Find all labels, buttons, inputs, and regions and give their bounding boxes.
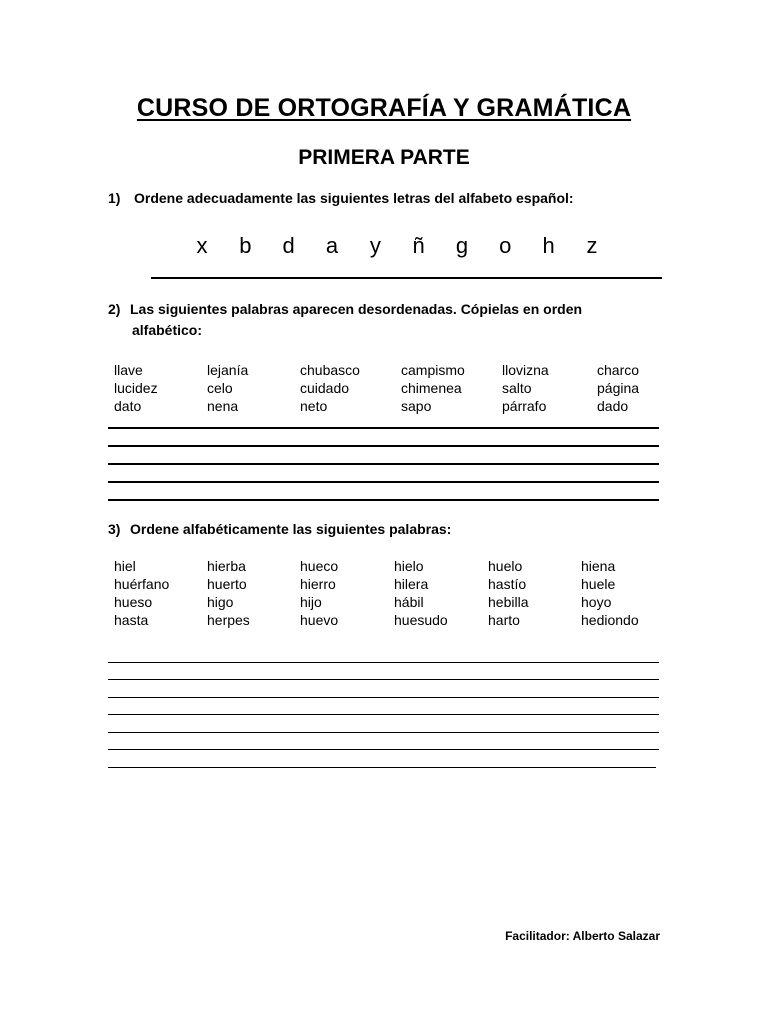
word: dado [597,398,629,414]
answer-line [108,463,659,465]
letter: h [542,233,555,258]
word: charco [597,362,640,378]
facilitator-credit: Facilitador: Alberto Salazar [505,929,660,943]
answer-line [108,445,659,447]
question-1-number: 1) [108,190,121,206]
word: huerto [207,576,247,592]
answer-line [108,427,659,429]
word: lejanía [207,362,249,378]
letter: d [282,233,295,258]
question-1 [108,190,574,206]
word: hilera [394,576,429,592]
word: llovizna [502,362,549,378]
word: hastío [488,576,527,592]
word: chubasco [300,362,360,378]
word: celo [207,380,233,396]
page-title: CURSO DE ORTOGRAFÍA Y GRAMÁTICA [136,94,632,122]
question-2-number: 2) [108,301,121,317]
question-2-text-line-1: Las siguientes palabras aparecen desordenadas. Cópielas en orden [130,301,583,317]
word: hiena [581,558,616,574]
question-3-word-grid [114,557,661,629]
word: huevo [300,612,339,628]
letters-row [192,233,602,259]
question-3-text: Ordene alfabéticamente las siguientes palabras: [130,521,452,537]
letter: x [196,233,208,258]
word: hoyo [581,594,612,610]
word: hueco [300,558,339,574]
word: dato [114,398,142,414]
word: hebilla [488,594,529,610]
answer-line [108,714,659,715]
word: huérfano [114,576,170,592]
answer-line [108,679,659,680]
section-subtitle: PRIMERA PARTE [298,146,470,169]
word: salto [502,380,532,396]
question-1-text: Ordene adecuadamente las siguientes letras del alfabeto español: [134,190,574,206]
word: higo [207,594,234,610]
question-2-text-line-2: alfabético: [132,322,203,338]
answer-line [108,662,659,663]
answer-line [108,499,659,501]
word: página [597,380,640,396]
word: sapo [401,398,432,414]
word: campismo [401,362,465,378]
word: hábil [394,594,424,610]
answer-line [108,732,659,733]
word: lucidez [114,380,158,396]
answer-line [108,697,659,698]
letter: g [455,233,469,258]
word: huelo [488,558,523,574]
word: huesudo [394,612,448,628]
letter: ñ [412,233,425,258]
answer-line [108,481,659,483]
word: hediondo [581,612,639,628]
word: herpes [207,612,250,628]
word: neto [300,398,328,414]
word: cuidado [300,380,350,396]
word: hijo [300,594,322,610]
word: hasta [114,612,149,628]
word: harto [488,612,520,628]
letter: y [369,233,381,258]
word: párrafo [502,398,547,414]
letter: b [239,233,252,258]
word: chimenea [401,380,462,396]
word: nena [207,398,239,414]
letter: o [499,233,512,258]
word: hueso [114,594,153,610]
answer-line [108,749,659,750]
word: hierba [207,558,246,574]
word: huele [581,576,616,592]
question-2 [108,299,660,341]
question-3-number: 3) [108,521,121,537]
question-3 [108,521,451,537]
letter: z [586,233,598,258]
answer-line-1 [151,277,662,279]
letter: a [325,233,339,258]
word: hierro [300,576,336,592]
word: hiel [114,558,136,574]
word: llave [114,362,143,378]
question-2-word-grid [114,361,677,415]
word: hielo [394,558,424,574]
answer-line [108,767,656,768]
